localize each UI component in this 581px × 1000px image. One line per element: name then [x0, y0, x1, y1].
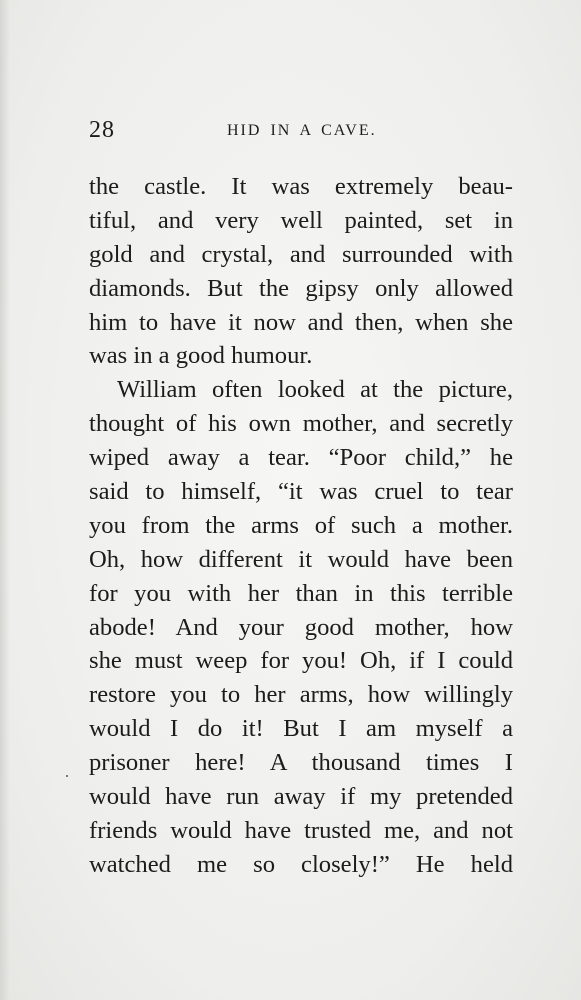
page-number: 28 — [89, 117, 115, 143]
text-line: him to have it now and then, when she — [89, 308, 513, 336]
running-title: HID IN A CAVE. — [227, 122, 377, 139]
text-line: restore you to her arms, how willingly — [89, 681, 513, 709]
text-line: was in a good humour. — [89, 342, 313, 370]
text-line: would have run away if my pretended — [89, 783, 513, 811]
ink-speck — [66, 775, 68, 777]
text-line: she must weep for you! Oh, if I could — [89, 647, 513, 675]
text-line: would I do it! But I am myself a — [89, 715, 513, 743]
text-line: wiped away a tear. “Poor child,” he — [89, 444, 513, 472]
text-line: watched me so closely!” He held — [89, 850, 513, 878]
text-line: you from the arms of such a mother. — [89, 511, 513, 539]
text-line: diamonds. But the gipsy only allowed — [89, 274, 513, 302]
text-line: gold and crystal, and surrounded with — [89, 240, 513, 268]
text-line: for you with her than in this terrible — [89, 579, 513, 607]
text-line: William often looked at the picture, — [117, 376, 513, 404]
text-line: prisoner here! A thousand times I — [89, 749, 513, 777]
text-line: tiful, and very well painted, set in — [89, 206, 513, 234]
text-line: Oh, how different it would have been — [89, 545, 513, 573]
text-line: thought of his own mother, and secretly — [89, 410, 513, 438]
text-line: abode! And your good mother, how — [89, 613, 513, 641]
body-text — [89, 170, 513, 882]
text-line: said to himself, “it was cruel to tear — [89, 478, 513, 506]
text-line: the castle. It was extremely beau- — [89, 173, 513, 200]
text-line: friends would have trusted me, and not — [89, 816, 513, 844]
page-gutter-shadow — [0, 0, 10, 1000]
running-head — [89, 116, 513, 144]
